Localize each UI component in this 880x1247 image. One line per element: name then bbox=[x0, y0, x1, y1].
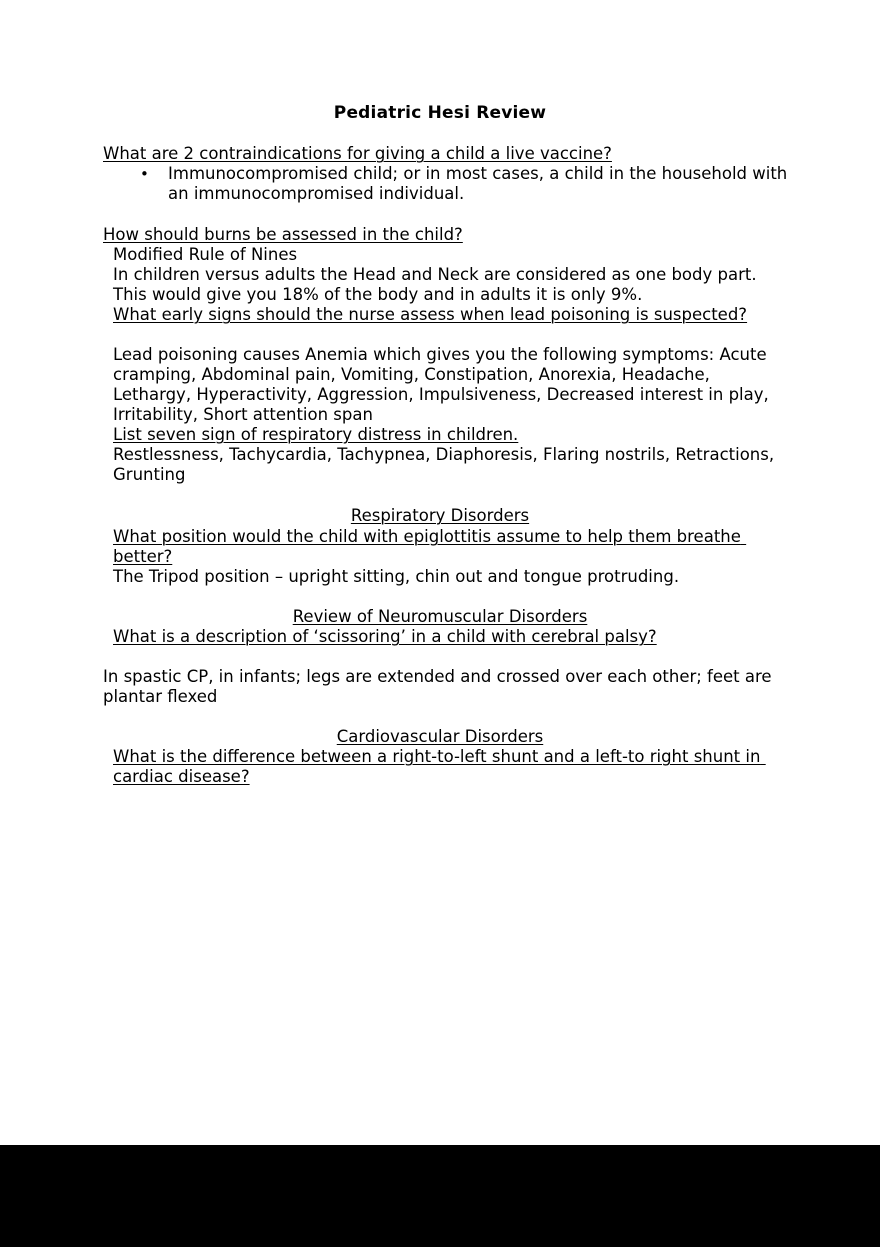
page-footer-band bbox=[0, 1145, 880, 1247]
question-text: What position would the child with epiglottitis assume to help them breathe better? bbox=[113, 527, 747, 566]
question-burns-assessment bbox=[103, 225, 803, 245]
question-lead-poisoning-signs bbox=[113, 305, 785, 325]
question-live-vaccine-contraindications bbox=[103, 144, 803, 164]
answer-line-head-neck-percentage: In children versus adults the Head and Neck are considered as one body part. This would give you 18% of the body and in adults it is only 9%. bbox=[113, 265, 762, 304]
answer-line-distress-signs: Restlessness, Tachycardia, Tachypnea, Diaphoresis, Flaring nostrils, Retractions, Grunting bbox=[113, 445, 780, 484]
section-heading-label: Respiratory Disorders bbox=[350, 506, 530, 525]
question-text: What is a description of ‘scissoring’ in a child with cerebral palsy? bbox=[113, 627, 657, 646]
list-item-label: Immunocompromised child; or in most cases, a child in the household with an immunocompromised individual. bbox=[168, 164, 788, 203]
section-heading-cardiovascular-disorders bbox=[103, 727, 777, 747]
question-respiratory-distress-signs bbox=[113, 425, 785, 445]
answer-line-lead-symptoms: Lead poisoning causes Anemia which gives you the following symptoms: Acute cramping, Abdominal pain, Vomiting, Constipation, Anorexia, Headache, Lethargy, Hyperactivity, Aggression, Impulsiveness, Decreased interest in play, Irritability, Short attention span bbox=[113, 345, 775, 424]
section-heading-wrapper bbox=[103, 506, 777, 526]
answer-line-rule-of-nines: Modified Rule of Nines bbox=[113, 245, 298, 264]
list-item bbox=[103, 164, 793, 204]
question-text: How should burns be assessed in the child? bbox=[103, 225, 463, 244]
section-heading-label: Review of Neuromuscular Disorders bbox=[292, 607, 588, 626]
question-scissoring-cerebral-palsy bbox=[113, 627, 785, 647]
bullet-point-icon: • bbox=[140, 165, 149, 183]
question-epiglottitis-position bbox=[113, 527, 785, 567]
section-heading-wrapper bbox=[103, 607, 777, 627]
question-text: What is the difference between a right-to-left shunt and a left-to right shunt in cardiac disease? bbox=[113, 747, 766, 786]
answer-burns-assessment bbox=[113, 245, 785, 305]
answer-live-vaccine-contraindications bbox=[103, 164, 793, 204]
section-heading-wrapper bbox=[103, 727, 777, 747]
answer-epiglottitis-position bbox=[113, 567, 785, 587]
section-heading-respiratory-disorders bbox=[103, 506, 777, 526]
page-title: Pediatric Hesi Review bbox=[333, 103, 547, 123]
answer-lead-poisoning-signs bbox=[113, 345, 785, 425]
answer-respiratory-distress-signs bbox=[113, 445, 785, 485]
question-text: What early signs should the nurse assess when lead poisoning is suspected? bbox=[113, 305, 748, 324]
section-heading-label: Cardiovascular Disorders bbox=[336, 727, 544, 746]
answer-scissoring-cerebral-palsy bbox=[103, 667, 783, 707]
section-heading-neuromuscular-disorders bbox=[103, 607, 777, 627]
answer-line-tripod-position: The Tripod position – upright sitting, chin out and tongue protruding. bbox=[113, 567, 680, 586]
answer-line-spastic-cp: In spastic CP, in infants; legs are extended and crossed over each other; feet are plantar flexed bbox=[103, 667, 777, 706]
question-text: What are 2 contraindications for giving a child a live vaccine? bbox=[103, 144, 612, 163]
question-text: List seven sign of respiratory distress in children. bbox=[113, 425, 519, 444]
question-shunt-difference bbox=[113, 747, 785, 787]
